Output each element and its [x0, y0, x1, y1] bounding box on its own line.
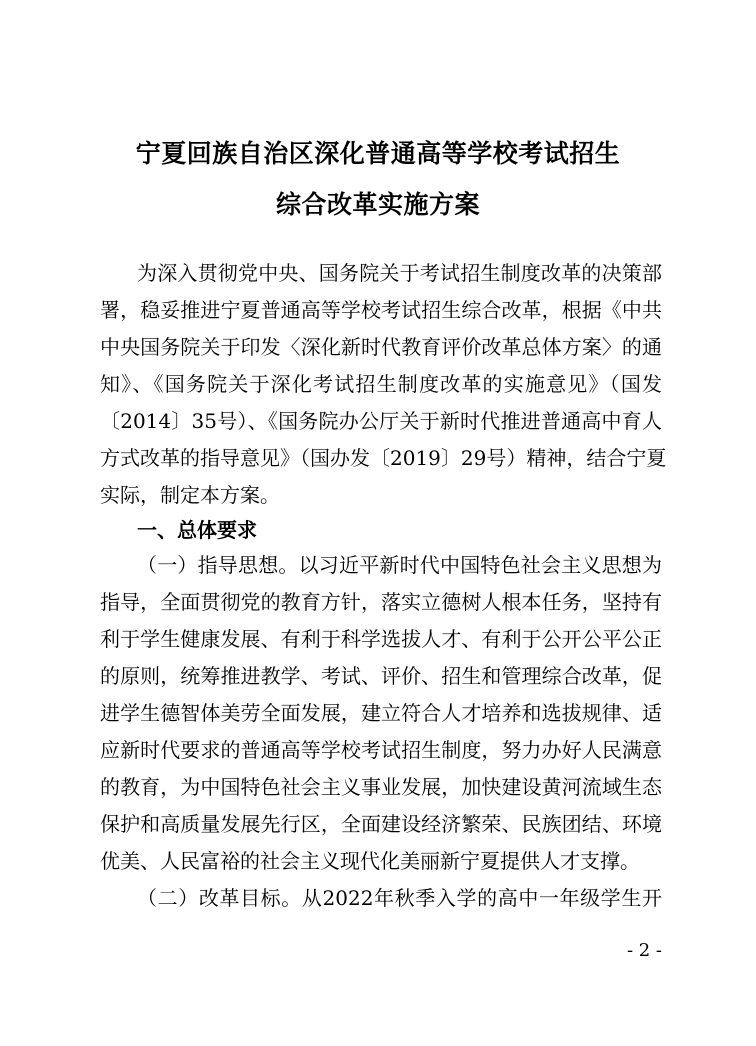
guiding-ideology-line: 的原则，统筹推进教学、考试、评价、招生和管理综合改革，促 — [100, 664, 662, 688]
document-title-line-2: 综合改革实施方案 — [275, 190, 480, 219]
guiding-ideology-line: 保护和高质量发展先行区，全面建设经济繁荣、民族团结、环境 — [100, 812, 662, 836]
reform-goals-line: （二）改革目标。从2022年秋季入学的高中一年级学生开 — [137, 886, 662, 910]
intro-line: 署，稳妥推进宁夏普通高等学校考试招生综合改革，根据《中共 — [100, 298, 662, 322]
section-heading: 一、总体要求 — [137, 518, 257, 542]
intro-line: 方式改革的指导意见》（国办发〔2019〕29号）精神，结合宁夏 — [100, 446, 667, 470]
intro-line: 中央国务院关于印发〈深化新时代教育评价改革总体方案〉的通 — [100, 335, 662, 359]
guiding-ideology-line: 利于学生健康发展、有利于科学选拔人才、有利于公开公平公正 — [100, 627, 662, 651]
intro-line: 〔2014〕35号）、《国务院办公厅关于新时代推进普通高中育人 — [100, 409, 662, 433]
guiding-ideology-line: 的教育，为中国特色社会主义事业发展，加快建设黄河流域生态 — [100, 775, 662, 799]
guiding-ideology-line: 指导，全面贯彻党的教育方针，落实立德树人根本任务，坚持有 — [100, 590, 662, 614]
intro-line: 为深入贯彻党中央、国务院关于考试招生制度改革的决策部 — [137, 261, 662, 285]
intro-line: 知》、《国务院关于深化考试招生制度改革的实施意见》（国发 — [100, 372, 662, 396]
guiding-ideology-line: 优美、人民富裕的社会主义现代化美丽新宁夏提供人才支撑。 — [100, 849, 640, 873]
guiding-ideology-line: 应新时代要求的普通高等学校考试招生制度，努力办好人民满意 — [100, 738, 662, 762]
intro-line: 实际，制定本方案。 — [100, 483, 280, 507]
document-title-line-1: 宁夏回族自治区深化普通高等学校考试招生 — [135, 139, 621, 168]
page-number: - 2 - — [626, 940, 662, 961]
guiding-ideology-line: 进学生德智体美劳全面发展，建立符合人才培养和选拔规律、适 — [100, 701, 662, 725]
guiding-ideology-line: （一）指导思想。以习近平新时代中国特色社会主义思想为 — [137, 553, 662, 577]
